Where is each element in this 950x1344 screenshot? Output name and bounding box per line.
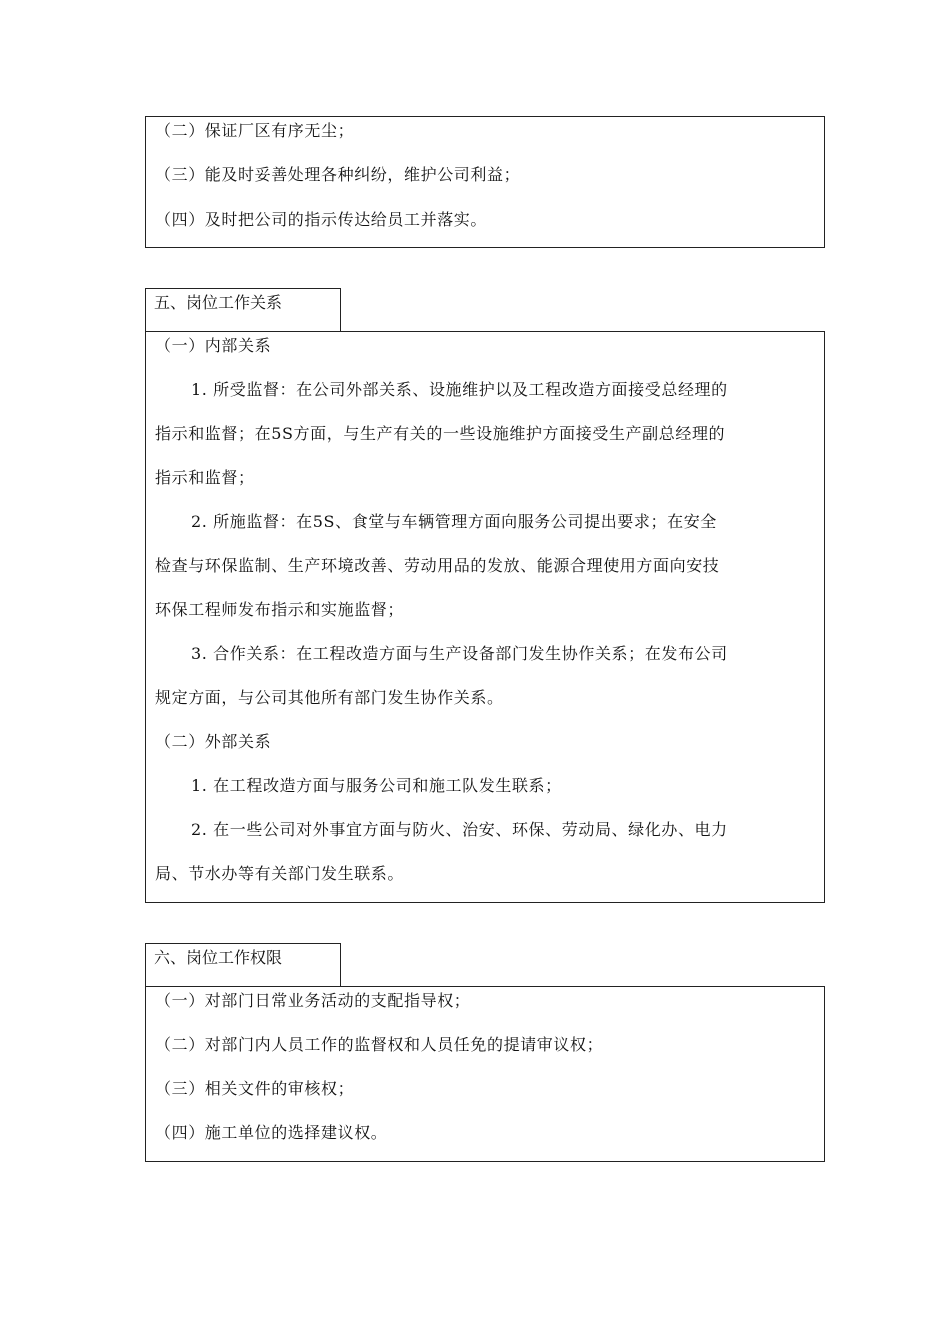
section4-duties-box xyxy=(145,116,825,248)
internal-item-1-line: 指示和监督；在5S方面，与生产有关的一些设施维护方面接受生产副总经理的 xyxy=(155,424,726,443)
internal-item-2-line: 检查与环保监制、生产环境改善、劳动用品的发放、能源合理使用方面向安技 xyxy=(155,556,720,575)
authority-item: （三）相关文件的审核权； xyxy=(155,1079,355,1098)
external-relations-heading: （二）外部关系 xyxy=(155,732,272,751)
authority-item: （四）施工单位的选择建议权。 xyxy=(155,1123,388,1142)
section5-title-tab xyxy=(145,288,341,332)
external-item-1-line: 1. 在工程改造方面与服务公司和施工队发生联系； xyxy=(191,776,562,795)
internal-item-3-line: 3. 合作关系：在工程改造方面与生产设备部门发生协作关系；在发布公司 xyxy=(191,644,728,663)
internal-item-1-line: 指示和监督； xyxy=(155,468,255,487)
section6-authority-box xyxy=(145,986,825,1162)
external-item-2-line: 2. 在一些公司对外事宜方面与防火、治安、环保、劳动局、绿化办、电力 xyxy=(191,820,728,839)
section5-relations-box xyxy=(145,331,825,903)
section6-title-tab xyxy=(145,943,341,987)
duty-item: （三）能及时妥善处理各种纠纷，维护公司利益； xyxy=(155,165,521,184)
external-item-2-line: 局、节水办等有关部门发生联系。 xyxy=(155,864,405,883)
internal-relations-heading: （一）内部关系 xyxy=(155,336,272,355)
internal-item-2-line: 2. 所施监督：在5S、食堂与车辆管理方面向服务公司提出要求；在安全 xyxy=(191,512,717,531)
authority-item: （二）对部门内人员工作的监督权和人员任免的提请审议权； xyxy=(155,1035,604,1054)
internal-item-1-line: 1. 所受监督：在公司外部关系、设施维护以及工程改造方面接受总经理的 xyxy=(191,380,728,399)
internal-item-3-line: 规定方面，与公司其他所有部门发生协作关系。 xyxy=(155,688,504,707)
section-title: 六、岗位工作权限 xyxy=(154,948,283,967)
internal-item-2-line: 环保工程师发布指示和实施监督； xyxy=(155,600,405,619)
duty-item: （四）及时把公司的指示传达给员工并落实。 xyxy=(155,210,488,229)
duty-item: （二）保证厂区有序无尘； xyxy=(155,121,355,140)
authority-item: （一）对部门日常业务活动的支配指导权； xyxy=(155,991,471,1010)
section-title: 五、岗位工作关系 xyxy=(154,293,283,312)
